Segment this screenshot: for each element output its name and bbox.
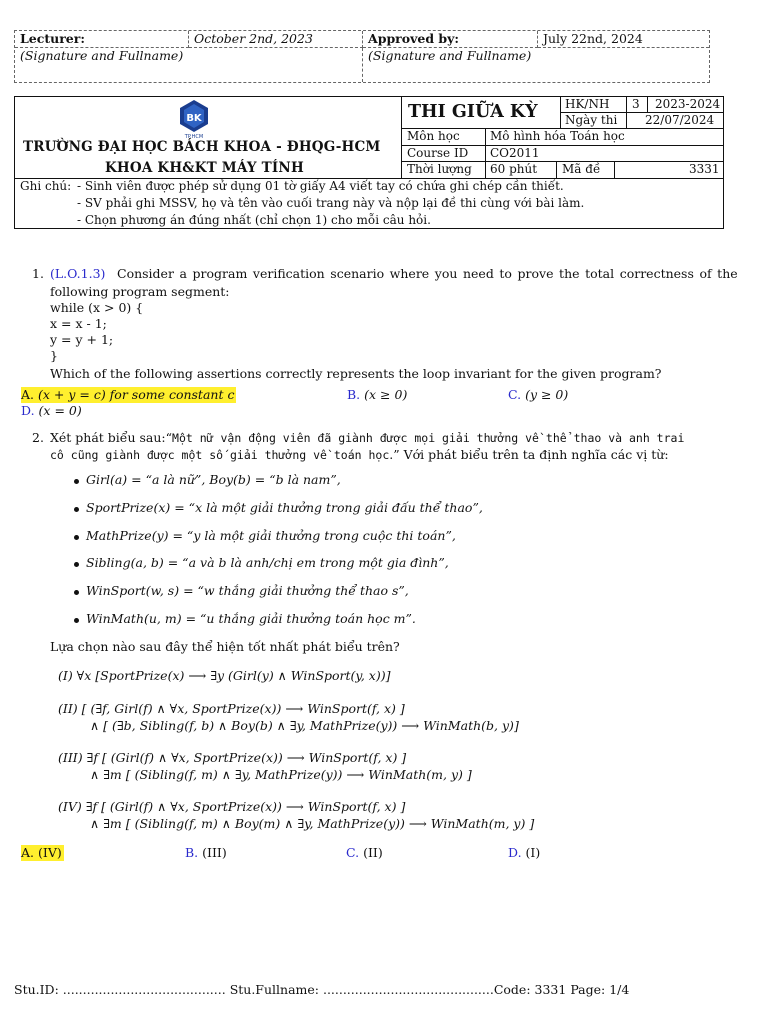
university-name: TRƯỜNG ĐẠI HỌC BÁCH KHOA - ĐHQG-HCM (23, 139, 381, 155)
option-text: (II) (363, 845, 383, 860)
question-text: following program segment: (50, 284, 230, 299)
option-a[interactable] (21, 387, 236, 403)
exam-code: Code: 3331 (493, 982, 567, 997)
note-line: - Chọn phương án đúng nhất (chỉ chọn 1) cho mỗi câu hỏi. (77, 213, 431, 227)
quote-text: cô cũng giành được một số giải thưởng về toán học (50, 448, 390, 462)
predicate-definition: Girl(a) = “a là nữ”, Boy(b) = “b là nam”, (86, 472, 341, 487)
formula-i: (I) ∀x [SportPrize(x) ⟶ ∃y (Girl(y) ∧ WinSport(y, x))] (58, 668, 391, 683)
approval-box (14, 30, 710, 83)
approval-row-2 (15, 48, 709, 65)
logo-subtext: TP.HCM (184, 134, 204, 140)
option-letter: A. (21, 387, 35, 402)
formula-iii-line2: ∧ ∃m [ (Sibling(f, m) ∧ ∃y, MathPrize(y)) ⟶ WinMath(m, y) ] (90, 767, 472, 782)
logo-text: BK (186, 113, 202, 124)
option-b[interactable] (347, 387, 407, 403)
quote-text: Một nữ vận động viên đã giành được mọi giải thưởng về thể thao và anh trai (172, 431, 685, 445)
note-line: - Sinh viên được phép sử dụng 01 tờ giấy A4 viết tay có chứa ghi chép cần thiết. (77, 179, 564, 193)
exam-header (14, 96, 724, 229)
code-line: } (50, 348, 58, 363)
exam-code-value: 3331 (689, 162, 720, 176)
duration-value: 60 phút (490, 162, 538, 176)
option-letter: C. (346, 845, 360, 860)
exam-code-label: Mã đề (562, 162, 601, 176)
year-value: 2023-2024 (655, 97, 721, 111)
option-d[interactable] (508, 845, 540, 861)
hk-value: 3 (632, 97, 640, 111)
approval-row-1 (15, 31, 709, 48)
subject-value: Mô hình hóa Toán học (490, 129, 625, 143)
option-text: (x + y = c) for some constant c (38, 387, 235, 402)
note-line: - SV phải ghi MSSV, họ và tên vào cuối trang này và nộp lại đề thi cùng với bài làm. (77, 196, 585, 210)
option-text: (x = 0) (38, 403, 82, 418)
approved-label: Approved by: (363, 31, 538, 48)
question-number: 1. (32, 266, 44, 281)
subject-label: Môn học (407, 129, 460, 143)
student-id-label: Stu.ID: (14, 982, 59, 997)
predicate-definition: WinMath(u, m) = “u thắng giải thưởng toán học m”. (86, 611, 416, 626)
student-fullname-field[interactable]: ........................................... (322, 982, 494, 997)
option-c[interactable] (346, 845, 383, 861)
option-a[interactable] (21, 845, 64, 861)
student-fullname-label: Stu.Fullname: (229, 982, 319, 997)
question-number: 2. (32, 430, 44, 445)
code-line: y = y + 1; (50, 332, 114, 347)
question-intro (50, 430, 684, 446)
question-intro-line2 (50, 447, 669, 463)
signature-left: (Signature and Fullname) (15, 48, 363, 82)
option-text: (IV) (38, 845, 62, 860)
formula-iv-line2: ∧ ∃m [ (Sibling(f, m) ∧ Boy(m) ∧ ∃y, MathPrize(y)) ⟶ WinMath(m, y) ] (90, 816, 535, 831)
option-b[interactable] (185, 845, 227, 861)
formula-ii: (II) [ (∃f, Girl(f) ∧ ∀x, SportPrize(x)) ⟶ WinSport(f, x) ] (58, 701, 405, 716)
predicate-definition: SportPrize(x) = “x là một giải thưởng trong giải đấu thể thao”, (86, 500, 483, 515)
option-c[interactable] (508, 387, 568, 403)
after-quote-text: .” Với phát biểu trên ta định nghĩa các vị từ: (389, 447, 669, 462)
page-footer (14, 982, 714, 998)
option-text: (y ≥ 0) (525, 387, 569, 402)
option-text: (I) (525, 845, 541, 860)
formula-iii: (III) ∃f [ (Girl(f) ∧ ∀x, SportPrize(x)) ⟶ WinSport(f, x) ] (58, 750, 407, 765)
university-logo (172, 100, 216, 138)
approved-date: July 22nd, 2024 (538, 31, 709, 48)
learning-outcome: (L.O.1.3) (50, 266, 106, 281)
exam-date-value: 22/07/2024 (645, 113, 715, 127)
exam-title: THI GIỮA KỲ (408, 102, 538, 122)
option-d[interactable] (21, 403, 82, 419)
student-id-field[interactable]: ......................................... (62, 982, 226, 997)
option-letter: D. (21, 403, 35, 418)
lecturer-date: October 2nd, 2023 (189, 31, 363, 48)
note-label: Ghi chú: (20, 179, 72, 193)
intro-text: Xét phát biểu sau:“ (50, 430, 173, 445)
option-letter: B. (185, 845, 199, 860)
predicate-definition: WinSport(w, s) = “w thắng giải thưởng thể thao s”, (86, 583, 409, 598)
option-letter: C. (508, 387, 522, 402)
page-number: Page: 1/4 (570, 982, 630, 997)
option-letter: A. (21, 845, 35, 860)
course-id-value: CO2011 (490, 146, 540, 160)
question-text: Consider a program verification scenario where you need to prove the total correctness of the (117, 266, 738, 281)
signature-right: (Signature and Fullname) (368, 48, 532, 63)
question-prompt: Lựa chọn nào sau đây thể hiện tốt nhất phát biểu trên? (50, 639, 400, 654)
course-id-label: Course ID (407, 146, 469, 160)
duration-label: Thời lượng (407, 162, 472, 176)
option-text: (III) (202, 845, 227, 860)
faculty-name: KHOA KH&KT MÁY TÍNH (105, 160, 304, 176)
code-line: x = x - 1; (50, 316, 107, 331)
option-text: (x ≥ 0) (364, 387, 408, 402)
question-prompt: Which of the following assertions correctly represents the loop invariant for the given program? (50, 366, 662, 381)
formula-iv: (IV) ∃f [ (Girl(f) ∧ ∀x, SportPrize(x)) ⟶ WinSport(f, x) ] (58, 799, 406, 814)
code-line: while (x > 0) { (50, 300, 144, 315)
formula-ii-line2: ∧ [ (∃b, Sibling(f, b) ∧ Boy(b) ∧ ∃y, MathPrize(y)) ⟶ WinMath(b, y)] (90, 718, 519, 733)
lecturer-label: Lecturer: (15, 31, 189, 48)
exam-date-label: Ngày thi (565, 113, 618, 127)
option-letter: D. (508, 845, 522, 860)
predicate-definition: Sibling(a, b) = “a và b là anh/chị em trong một gia đình”, (86, 555, 449, 570)
predicate-definition: MathPrize(y) = “y là một giải thưởng trong cuộc thi toán”, (86, 528, 456, 543)
option-letter: B. (347, 387, 361, 402)
hk-label: HK/NH (565, 97, 610, 111)
